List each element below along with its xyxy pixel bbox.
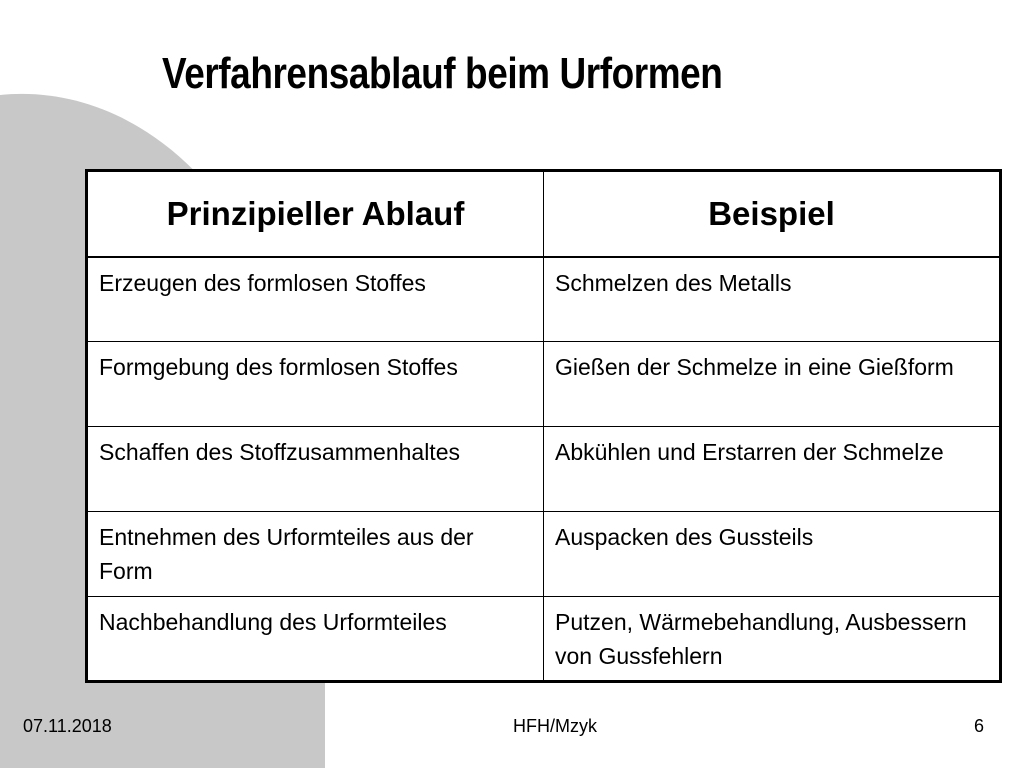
- table-row: [87, 597, 1001, 682]
- table-header-row: [87, 171, 1001, 258]
- process-table-container: [85, 169, 999, 683]
- table-row: [87, 512, 1001, 597]
- principle-cell: Formgebung des formlosen Stoffes: [87, 342, 544, 427]
- footer-author: HFH/Mzyk: [513, 716, 597, 736]
- example-cell: Gießen der Schmelze in eine Gießform: [544, 342, 1001, 427]
- process-table: [85, 169, 1002, 683]
- page-number: 6: [974, 716, 985, 736]
- principle-cell: Schaffen des Stoffzusammenhaltes: [87, 427, 544, 512]
- footer-date: 07.11.2018: [23, 716, 112, 736]
- slide-title: Verfahrensablauf beim Urformen: [162, 49, 723, 98]
- example-cell: Abkühlen und Erstarren der Schmelze: [544, 427, 1001, 512]
- principle-cell: Erzeugen des formlosen Stoffes: [87, 257, 544, 342]
- principle-cell: Entnehmen des Urformteiles aus der Form: [87, 512, 544, 597]
- header-principle: Prinzipieller Ablauf: [87, 171, 544, 258]
- example-cell: Schmelzen des Metalls: [544, 257, 1001, 342]
- example-cell: Auspacken des Gussteils: [544, 512, 1001, 597]
- example-cell: Putzen, Wärmebehandlung, Ausbessern von Gussfehlern: [544, 597, 1001, 682]
- principle-cell: Nachbehandlung des Urformteiles: [87, 597, 544, 682]
- table-row: [87, 257, 1001, 342]
- table-row: [87, 427, 1001, 512]
- header-example: Beispiel: [544, 171, 1001, 258]
- table-row: [87, 342, 1001, 427]
